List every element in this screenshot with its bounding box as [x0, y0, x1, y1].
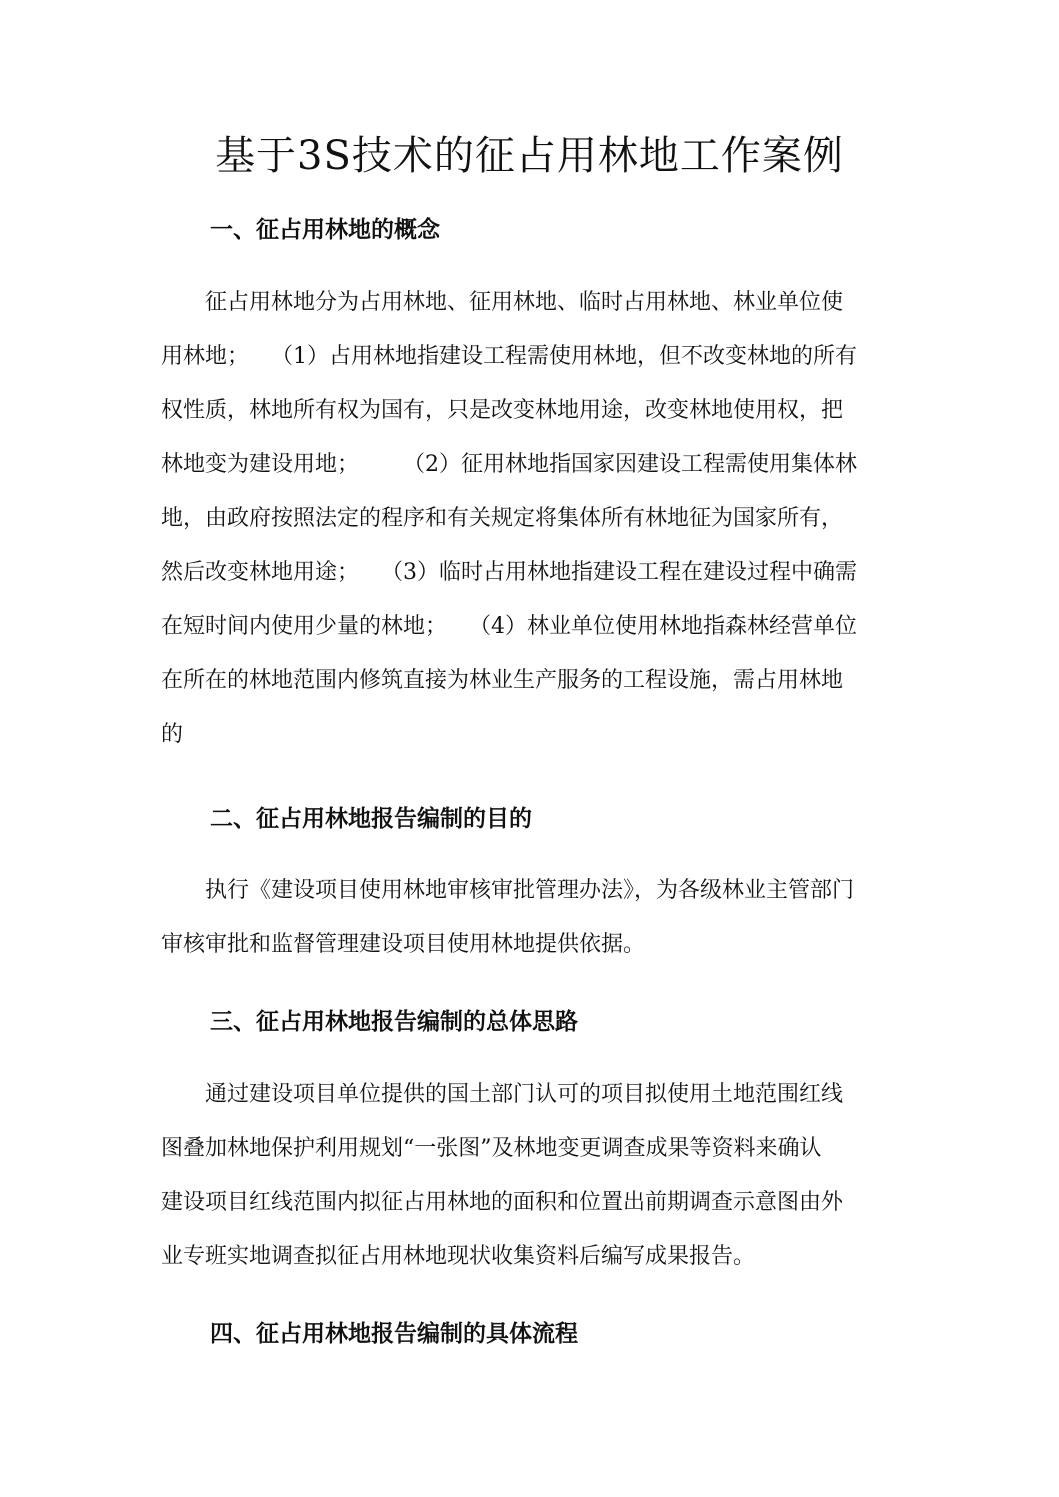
paragraph-line: 的: [161, 722, 184, 747]
section-2-paragraph: [161, 864, 901, 972]
section-4-heading: 四、征占用林地报告编制的具体流程: [210, 1321, 578, 1347]
section-3-heading: 三、征占用林地报告编制的总体思路: [210, 1009, 578, 1035]
paragraph-line: 审核审批和监督管理建设项目使用林地提供依据。: [161, 932, 646, 957]
paragraph-line: 用林地； （1）占用林地指建设工程需使用林地，但不改变林地的所有: [161, 344, 857, 369]
paragraph-line: 图叠加林地保护利用规划“一张图”及林地变更调查成果等资料来确认: [161, 1136, 822, 1161]
paragraph-line: 征占用林地分为占用林地、征用林地、临时占用林地、林业单位使: [205, 290, 844, 315]
section-3-paragraph: [161, 1068, 901, 1284]
document-title: 基于3S技术的征占用林地工作案例: [215, 133, 844, 179]
paragraph-line: 在短时间内使用少量的林地； （4）林业单位使用林地指森林经营单位: [161, 614, 857, 639]
paragraph-line: 然后改变林地用途； （3）临时占用林地指建设工程在建设过程中确需: [161, 560, 857, 585]
paragraph-line: 地，由政府按照法定的程序和有关规定将集体所有林地征为国家所有，: [161, 506, 844, 531]
section-1-paragraph: [161, 276, 901, 762]
section-1-heading: 一、征占用林地的概念: [210, 217, 440, 243]
paragraph-line: 业专班实地调查拟征占用林地现状收集资料后编写成果报告。: [161, 1244, 756, 1269]
paragraph-line: 通过建设项目单位提供的国土部门认可的项目拟使用土地范围红线: [205, 1082, 844, 1107]
paragraph-line: 执行《建设项目使用林地审核审批管理办法》，为各级林业主管部门: [205, 878, 855, 903]
paragraph-line: 建设项目红线范围内拟征占用林地的面积和位置出前期调查示意图由外: [161, 1190, 844, 1215]
paragraph-line: 在所在的林地范围内修筑直接为林业生产服务的工程设施，需占用林地: [161, 668, 844, 693]
paragraph-line: 权性质，林地所有权为国有，只是改变林地用途，改变林地使用权，把: [161, 398, 844, 423]
section-2-heading: 二、征占用林地报告编制的目的: [210, 806, 532, 832]
paragraph-line: 林地变为建设用地； （2）征用林地指国家因建设工程需使用集体林: [161, 452, 857, 477]
